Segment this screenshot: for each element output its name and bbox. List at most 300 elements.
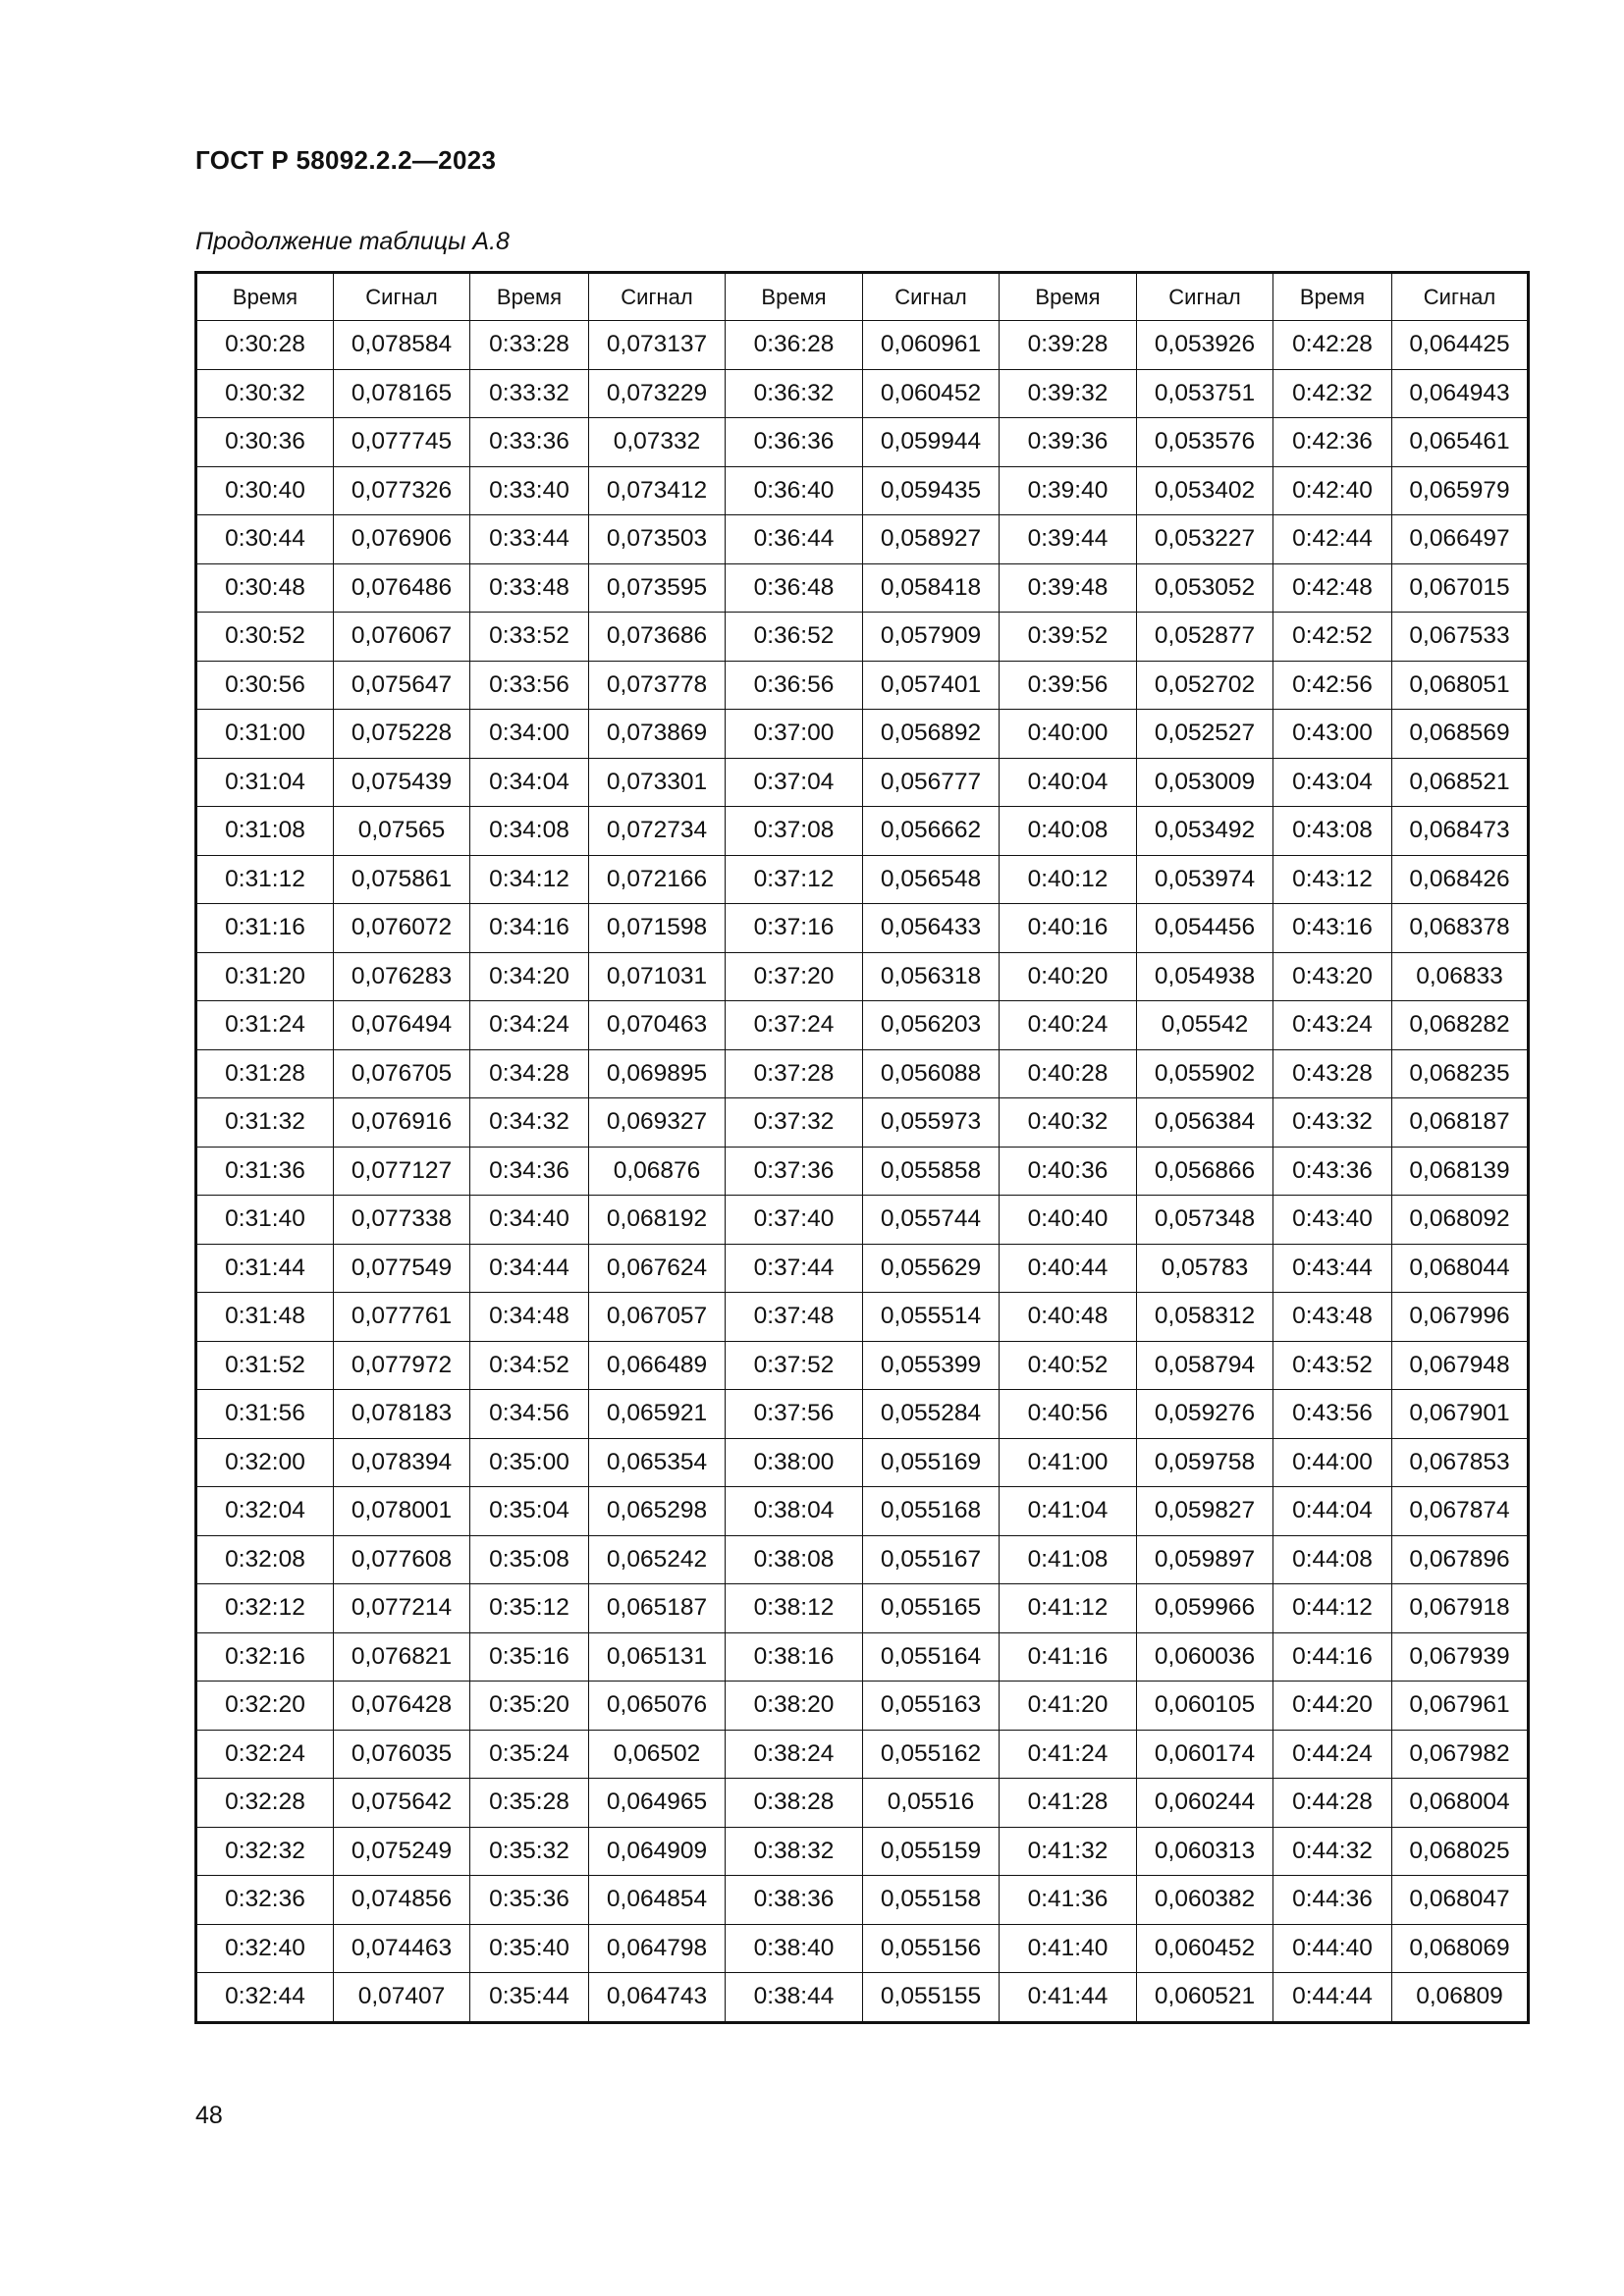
signal-cell: 0,052702 (1137, 661, 1273, 710)
time-cell: 0:31:36 (196, 1147, 334, 1196)
table-row (196, 710, 1529, 759)
time-cell: 0:31:24 (196, 1001, 334, 1050)
signal-cell: 0,055902 (1137, 1049, 1273, 1098)
signal-cell: 0,076705 (334, 1049, 470, 1098)
time-cell: 0:41:44 (1000, 1973, 1137, 2023)
time-cell: 0:30:28 (196, 321, 334, 370)
signal-cell: 0,077761 (334, 1293, 470, 1342)
signal-cell: 0,054938 (1137, 952, 1273, 1001)
time-cell: 0:37:32 (726, 1098, 863, 1148)
signal-cell: 0,059276 (1137, 1390, 1273, 1439)
signal-cell: 0,059827 (1137, 1487, 1273, 1536)
time-cell: 0:31:32 (196, 1098, 334, 1148)
time-cell: 0:38:36 (726, 1876, 863, 1925)
signal-cell: 0,059944 (863, 418, 1000, 467)
signal-cell: 0,056384 (1137, 1098, 1273, 1148)
signal-cell: 0,073686 (589, 613, 726, 662)
signal-cell: 0,077549 (334, 1244, 470, 1293)
time-cell: 0:36:56 (726, 661, 863, 710)
signal-cell: 0,053492 (1137, 807, 1273, 856)
time-cell: 0:40:52 (1000, 1341, 1137, 1390)
time-cell: 0:37:20 (726, 952, 863, 1001)
signal-cell: 0,07407 (334, 1973, 470, 2023)
time-cell: 0:40:12 (1000, 855, 1137, 904)
signal-cell: 0,053227 (1137, 515, 1273, 564)
signal-cell: 0,064943 (1392, 369, 1529, 418)
signal-cell: 0,068187 (1392, 1098, 1529, 1148)
table-row (196, 1438, 1529, 1487)
time-cell: 0:44:32 (1273, 1827, 1392, 1876)
time-cell: 0:43:44 (1273, 1244, 1392, 1293)
signal-cell: 0,073412 (589, 466, 726, 515)
time-cell: 0:35:12 (470, 1584, 589, 1633)
signal-cell: 0,055399 (863, 1341, 1000, 1390)
signal-cell: 0,055629 (863, 1244, 1000, 1293)
column-header-time: Время (1000, 273, 1137, 321)
time-cell: 0:38:32 (726, 1827, 863, 1876)
signal-cell: 0,078183 (334, 1390, 470, 1439)
time-cell: 0:33:40 (470, 466, 589, 515)
time-cell: 0:41:12 (1000, 1584, 1137, 1633)
time-cell: 0:35:24 (470, 1730, 589, 1779)
signal-cell: 0,077127 (334, 1147, 470, 1196)
signal-cell: 0,075228 (334, 710, 470, 759)
time-cell: 0:40:56 (1000, 1390, 1137, 1439)
signal-cell: 0,060174 (1137, 1730, 1273, 1779)
signal-cell: 0,060313 (1137, 1827, 1273, 1876)
signal-cell: 0,055163 (863, 1682, 1000, 1731)
signal-cell: 0,067853 (1392, 1438, 1529, 1487)
time-cell: 0:41:32 (1000, 1827, 1137, 1876)
signal-cell: 0,052877 (1137, 613, 1273, 662)
table-row (196, 418, 1529, 467)
time-cell: 0:32:16 (196, 1632, 334, 1682)
signal-cell: 0,065354 (589, 1438, 726, 1487)
time-cell: 0:43:20 (1273, 952, 1392, 1001)
table-row (196, 1341, 1529, 1390)
table-row (196, 466, 1529, 515)
signal-cell: 0,065298 (589, 1487, 726, 1536)
signal-cell: 0,057348 (1137, 1196, 1273, 1245)
time-cell: 0:34:16 (470, 904, 589, 953)
time-cell: 0:43:08 (1273, 807, 1392, 856)
signal-cell: 0,067874 (1392, 1487, 1529, 1536)
time-cell: 0:35:20 (470, 1682, 589, 1731)
signal-cell: 0,074856 (334, 1876, 470, 1925)
table-row (196, 1390, 1529, 1439)
time-cell: 0:39:52 (1000, 613, 1137, 662)
signal-cell: 0,065131 (589, 1632, 726, 1682)
time-cell: 0:40:20 (1000, 952, 1137, 1001)
time-cell: 0:40:08 (1000, 807, 1137, 856)
signal-cell: 0,067901 (1392, 1390, 1529, 1439)
time-cell: 0:32:44 (196, 1973, 334, 2023)
table-row (196, 855, 1529, 904)
time-cell: 0:38:28 (726, 1779, 863, 1828)
time-cell: 0:41:36 (1000, 1876, 1137, 1925)
signal-cell: 0,064425 (1392, 321, 1529, 370)
signal-cell: 0,067939 (1392, 1632, 1529, 1682)
time-cell: 0:37:56 (726, 1390, 863, 1439)
time-cell: 0:40:32 (1000, 1098, 1137, 1148)
time-cell: 0:43:48 (1273, 1293, 1392, 1342)
time-cell: 0:36:28 (726, 321, 863, 370)
signal-cell: 0,068569 (1392, 710, 1529, 759)
signal-cell: 0,072734 (589, 807, 726, 856)
time-cell: 0:38:20 (726, 1682, 863, 1731)
table-row (196, 1973, 1529, 2023)
time-cell: 0:38:24 (726, 1730, 863, 1779)
column-header-signal: Сигнал (1392, 273, 1529, 321)
signal-cell: 0,068473 (1392, 807, 1529, 856)
time-cell: 0:35:44 (470, 1973, 589, 2023)
column-header-signal: Сигнал (863, 273, 1000, 321)
signal-cell: 0,078584 (334, 321, 470, 370)
time-cell: 0:44:40 (1273, 1924, 1392, 1973)
time-cell: 0:37:44 (726, 1244, 863, 1293)
signal-cell: 0,06809 (1392, 1973, 1529, 2023)
time-cell: 0:32:20 (196, 1682, 334, 1731)
time-cell: 0:42:40 (1273, 466, 1392, 515)
time-cell: 0:41:24 (1000, 1730, 1137, 1779)
signal-cell: 0,065187 (589, 1584, 726, 1633)
signal-cell: 0,076486 (334, 563, 470, 613)
time-cell: 0:35:00 (470, 1438, 589, 1487)
time-cell: 0:37:48 (726, 1293, 863, 1342)
time-cell: 0:31:12 (196, 855, 334, 904)
signal-cell: 0,055514 (863, 1293, 1000, 1342)
time-cell: 0:44:12 (1273, 1584, 1392, 1633)
signal-cell: 0,053009 (1137, 758, 1273, 807)
time-cell: 0:34:48 (470, 1293, 589, 1342)
signal-cell: 0,064854 (589, 1876, 726, 1925)
signal-cell: 0,076906 (334, 515, 470, 564)
time-cell: 0:36:52 (726, 613, 863, 662)
time-cell: 0:36:48 (726, 563, 863, 613)
time-cell: 0:38:04 (726, 1487, 863, 1536)
time-cell: 0:38:08 (726, 1535, 863, 1584)
time-cell: 0:39:28 (1000, 321, 1137, 370)
signal-cell: 0,055973 (863, 1098, 1000, 1148)
time-cell: 0:39:36 (1000, 418, 1137, 467)
time-cell: 0:35:40 (470, 1924, 589, 1973)
time-cell: 0:39:40 (1000, 466, 1137, 515)
time-cell: 0:34:52 (470, 1341, 589, 1390)
signal-cell: 0,076072 (334, 904, 470, 953)
column-header-time: Время (1273, 273, 1392, 321)
time-cell: 0:34:08 (470, 807, 589, 856)
signal-cell: 0,055159 (863, 1827, 1000, 1876)
signal-cell: 0,067057 (589, 1293, 726, 1342)
column-header-time: Время (470, 273, 589, 321)
time-cell: 0:32:36 (196, 1876, 334, 1925)
signal-cell: 0,06876 (589, 1147, 726, 1196)
time-cell: 0:42:32 (1273, 369, 1392, 418)
signal-cell: 0,056548 (863, 855, 1000, 904)
signal-cell: 0,064798 (589, 1924, 726, 1973)
time-cell: 0:37:52 (726, 1341, 863, 1390)
time-cell: 0:34:56 (470, 1390, 589, 1439)
signal-cell: 0,068282 (1392, 1001, 1529, 1050)
signal-cell: 0,060382 (1137, 1876, 1273, 1925)
signal-cell: 0,060036 (1137, 1632, 1273, 1682)
time-cell: 0:43:04 (1273, 758, 1392, 807)
signal-cell: 0,055744 (863, 1196, 1000, 1245)
time-cell: 0:31:20 (196, 952, 334, 1001)
time-cell: 0:33:56 (470, 661, 589, 710)
signal-cell: 0,067918 (1392, 1584, 1529, 1633)
signal-cell: 0,056203 (863, 1001, 1000, 1050)
time-cell: 0:31:16 (196, 904, 334, 953)
signal-cell: 0,05516 (863, 1779, 1000, 1828)
time-cell: 0:31:48 (196, 1293, 334, 1342)
time-cell: 0:33:52 (470, 613, 589, 662)
signal-cell: 0,069327 (589, 1098, 726, 1148)
signal-cell: 0,066497 (1392, 515, 1529, 564)
time-cell: 0:38:12 (726, 1584, 863, 1633)
column-header-signal: Сигнал (1137, 273, 1273, 321)
signal-cell: 0,06833 (1392, 952, 1529, 1001)
time-cell: 0:36:44 (726, 515, 863, 564)
time-cell: 0:30:40 (196, 466, 334, 515)
signal-cell: 0,073137 (589, 321, 726, 370)
table-header-row (196, 273, 1529, 321)
time-cell: 0:35:04 (470, 1487, 589, 1536)
table-row (196, 1730, 1529, 1779)
signal-cell: 0,055165 (863, 1584, 1000, 1633)
signal-cell: 0,067624 (589, 1244, 726, 1293)
time-cell: 0:32:28 (196, 1779, 334, 1828)
signal-cell: 0,065979 (1392, 466, 1529, 515)
signal-cell: 0,067948 (1392, 1341, 1529, 1390)
time-cell: 0:42:36 (1273, 418, 1392, 467)
table-caption: Продолжение таблицы А.8 (195, 228, 510, 255)
signal-cell: 0,065461 (1392, 418, 1529, 467)
signal-cell: 0,073869 (589, 710, 726, 759)
time-cell: 0:36:36 (726, 418, 863, 467)
signal-cell: 0,065076 (589, 1682, 726, 1731)
signal-cell: 0,059897 (1137, 1535, 1273, 1584)
time-cell: 0:43:32 (1273, 1098, 1392, 1148)
time-cell: 0:43:40 (1273, 1196, 1392, 1245)
table-row (196, 661, 1529, 710)
time-cell: 0:41:16 (1000, 1632, 1137, 1682)
signal-cell: 0,055158 (863, 1876, 1000, 1925)
table-row (196, 1779, 1529, 1828)
signal-cell: 0,073595 (589, 563, 726, 613)
time-cell: 0:40:00 (1000, 710, 1137, 759)
table-row (196, 758, 1529, 807)
time-cell: 0:40:44 (1000, 1244, 1137, 1293)
signal-cell: 0,055155 (863, 1973, 1000, 2023)
time-cell: 0:44:20 (1273, 1682, 1392, 1731)
page-number: 48 (195, 2102, 223, 2129)
signal-cell: 0,057909 (863, 613, 1000, 662)
signal-cell: 0,055164 (863, 1632, 1000, 1682)
signal-cell: 0,058794 (1137, 1341, 1273, 1390)
time-cell: 0:34:20 (470, 952, 589, 1001)
time-cell: 0:43:28 (1273, 1049, 1392, 1098)
signal-cell: 0,075439 (334, 758, 470, 807)
time-cell: 0:31:28 (196, 1049, 334, 1098)
time-cell: 0:38:00 (726, 1438, 863, 1487)
signal-cell: 0,067896 (1392, 1535, 1529, 1584)
signal-cell: 0,071031 (589, 952, 726, 1001)
signal-cell: 0,060961 (863, 321, 1000, 370)
signal-cell: 0,053751 (1137, 369, 1273, 418)
time-cell: 0:30:32 (196, 369, 334, 418)
column-header-time: Время (726, 273, 863, 321)
signal-cell: 0,073229 (589, 369, 726, 418)
signal-cell: 0,076494 (334, 1001, 470, 1050)
time-cell: 0:32:00 (196, 1438, 334, 1487)
time-cell: 0:34:00 (470, 710, 589, 759)
signal-cell: 0,068426 (1392, 855, 1529, 904)
signal-cell: 0,059758 (1137, 1438, 1273, 1487)
signal-cell: 0,070463 (589, 1001, 726, 1050)
signal-cell: 0,06502 (589, 1730, 726, 1779)
signal-cell: 0,068051 (1392, 661, 1529, 710)
time-cell: 0:43:12 (1273, 855, 1392, 904)
table-row (196, 952, 1529, 1001)
signal-cell: 0,072166 (589, 855, 726, 904)
time-cell: 0:37:40 (726, 1196, 863, 1245)
signal-cell: 0,076821 (334, 1632, 470, 1682)
table-row (196, 807, 1529, 856)
signal-cell: 0,064909 (589, 1827, 726, 1876)
signal-cell: 0,068521 (1392, 758, 1529, 807)
signal-cell: 0,073301 (589, 758, 726, 807)
table-row (196, 613, 1529, 662)
time-cell: 0:44:24 (1273, 1730, 1392, 1779)
time-cell: 0:43:52 (1273, 1341, 1392, 1390)
table-row (196, 1632, 1529, 1682)
time-cell: 0:30:44 (196, 515, 334, 564)
time-cell: 0:40:48 (1000, 1293, 1137, 1342)
signal-cell: 0,076428 (334, 1682, 470, 1731)
table-row (196, 904, 1529, 953)
signal-cell: 0,077745 (334, 418, 470, 467)
table-row (196, 1924, 1529, 1973)
time-cell: 0:39:48 (1000, 563, 1137, 613)
signal-cell: 0,055168 (863, 1487, 1000, 1536)
time-cell: 0:31:08 (196, 807, 334, 856)
time-cell: 0:37:16 (726, 904, 863, 953)
time-cell: 0:34:28 (470, 1049, 589, 1098)
time-cell: 0:42:52 (1273, 613, 1392, 662)
signal-cell: 0,076283 (334, 952, 470, 1001)
time-cell: 0:37:28 (726, 1049, 863, 1098)
signal-cell: 0,076916 (334, 1098, 470, 1148)
time-cell: 0:42:44 (1273, 515, 1392, 564)
table-row (196, 1244, 1529, 1293)
time-cell: 0:30:48 (196, 563, 334, 613)
time-cell: 0:37:24 (726, 1001, 863, 1050)
signal-cell: 0,068092 (1392, 1196, 1529, 1245)
signal-cell: 0,056318 (863, 952, 1000, 1001)
column-header-time: Время (196, 273, 334, 321)
time-cell: 0:34:12 (470, 855, 589, 904)
time-cell: 0:42:56 (1273, 661, 1392, 710)
table-head (196, 273, 1529, 321)
signal-cell: 0,056777 (863, 758, 1000, 807)
signal-cell: 0,068069 (1392, 1924, 1529, 1973)
time-cell: 0:31:04 (196, 758, 334, 807)
signal-cell: 0,055162 (863, 1730, 1000, 1779)
time-cell: 0:42:48 (1273, 563, 1392, 613)
signal-cell: 0,058312 (1137, 1293, 1273, 1342)
time-cell: 0:32:40 (196, 1924, 334, 1973)
signal-cell: 0,059435 (863, 466, 1000, 515)
signal-cell: 0,057401 (863, 661, 1000, 710)
signal-cell: 0,064965 (589, 1779, 726, 1828)
signal-cell: 0,056433 (863, 904, 1000, 953)
signal-cell: 0,067015 (1392, 563, 1529, 613)
signal-cell: 0,069895 (589, 1049, 726, 1098)
time-cell: 0:34:32 (470, 1098, 589, 1148)
table-row (196, 1682, 1529, 1731)
signal-cell: 0,058927 (863, 515, 1000, 564)
time-cell: 0:43:00 (1273, 710, 1392, 759)
signal-cell: 0,075642 (334, 1779, 470, 1828)
signal-cell: 0,053926 (1137, 321, 1273, 370)
time-cell: 0:44:08 (1273, 1535, 1392, 1584)
signal-cell: 0,075861 (334, 855, 470, 904)
time-cell: 0:41:28 (1000, 1779, 1137, 1828)
time-cell: 0:30:52 (196, 613, 334, 662)
signal-cell: 0,055858 (863, 1147, 1000, 1196)
table-row (196, 1487, 1529, 1536)
time-cell: 0:32:04 (196, 1487, 334, 1536)
signal-cell: 0,053576 (1137, 418, 1273, 467)
table-row (196, 1001, 1529, 1050)
time-cell: 0:35:32 (470, 1827, 589, 1876)
time-cell: 0:34:04 (470, 758, 589, 807)
time-cell: 0:33:32 (470, 369, 589, 418)
time-cell: 0:44:04 (1273, 1487, 1392, 1536)
document-header: ГОСТ Р 58092.2.2—2023 (195, 145, 497, 175)
table-body (196, 321, 1529, 2023)
signal-cell: 0,067961 (1392, 1682, 1529, 1731)
signal-cell: 0,059966 (1137, 1584, 1273, 1633)
signal-cell: 0,075249 (334, 1827, 470, 1876)
signal-cell: 0,053402 (1137, 466, 1273, 515)
table-row (196, 1827, 1529, 1876)
table-row (196, 1584, 1529, 1633)
signal-cell: 0,078394 (334, 1438, 470, 1487)
signal-cell: 0,054456 (1137, 904, 1273, 953)
signal-cell: 0,067982 (1392, 1730, 1529, 1779)
signal-cell: 0,058418 (863, 563, 1000, 613)
time-cell: 0:36:40 (726, 466, 863, 515)
signal-cell: 0,068192 (589, 1196, 726, 1245)
time-cell: 0:42:28 (1273, 321, 1392, 370)
table-row (196, 369, 1529, 418)
table-row (196, 321, 1529, 370)
signal-cell: 0,055156 (863, 1924, 1000, 1973)
time-cell: 0:44:28 (1273, 1779, 1392, 1828)
signal-cell: 0,067533 (1392, 613, 1529, 662)
table-row (196, 515, 1529, 564)
signal-cell: 0,060452 (863, 369, 1000, 418)
signal-cell: 0,055169 (863, 1438, 1000, 1487)
time-cell: 0:43:56 (1273, 1390, 1392, 1439)
time-cell: 0:33:48 (470, 563, 589, 613)
signal-cell: 0,05542 (1137, 1001, 1273, 1050)
time-cell: 0:44:00 (1273, 1438, 1392, 1487)
column-header-signal: Сигнал (334, 273, 470, 321)
signal-cell: 0,071598 (589, 904, 726, 953)
